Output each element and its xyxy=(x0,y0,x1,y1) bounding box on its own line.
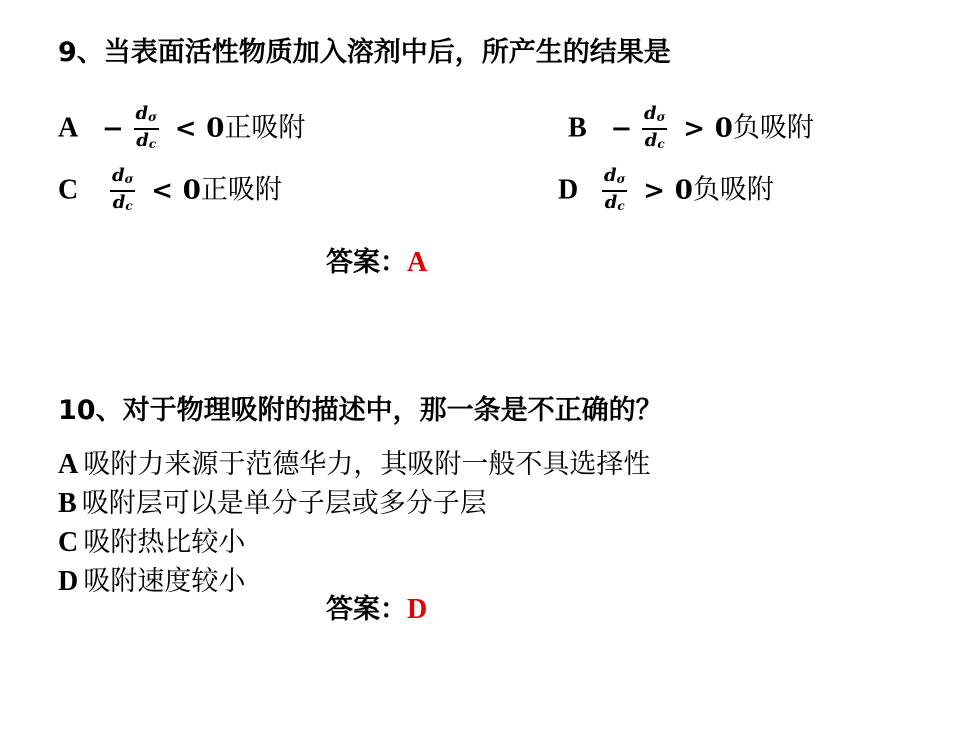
comparison-operator: > xyxy=(643,175,665,206)
minus-sign: − xyxy=(101,113,124,144)
fraction xyxy=(602,166,627,216)
option-text: 正吸附 xyxy=(200,174,282,206)
answer-value: A xyxy=(407,247,428,278)
q10-title xyxy=(58,388,663,427)
fraction-denominator: $d_c$ xyxy=(112,192,133,213)
option-text: 吸附层可以是单分子层或多分子层 xyxy=(81,488,487,519)
q9-title xyxy=(58,30,671,69)
option-letter: D xyxy=(558,174,579,206)
q9-option-c xyxy=(58,166,282,216)
q9-option-b xyxy=(568,104,814,154)
option-text: 负吸附 xyxy=(692,174,774,206)
fraction-numerator: $d_\sigma$ xyxy=(642,104,667,130)
q9-option-d xyxy=(558,166,774,216)
q10-option-a xyxy=(58,442,650,481)
answer-value: D xyxy=(407,594,428,625)
q10-option-b xyxy=(58,481,487,520)
q9-title-text: 9、当表面活性物质加入溶剂中后，所产生的结果是 xyxy=(58,37,671,68)
fraction xyxy=(134,104,159,154)
zero-value: 0 xyxy=(206,113,225,144)
option-letter: B xyxy=(568,112,587,144)
option-text: 吸附热比较小 xyxy=(83,527,246,558)
option-letter: A xyxy=(58,449,79,480)
option-text: 吸附力来源于范德华力，其吸附一般不具选择性 xyxy=(83,449,651,480)
q10-title-text: 10、对于物理吸附的描述中，那一条是不正确的？ xyxy=(58,395,663,426)
zero-value: 0 xyxy=(674,175,693,206)
fraction-denominator: $d_c$ xyxy=(136,130,157,151)
option-text: 吸附速度较小 xyxy=(83,566,246,597)
answer-label: 答案： xyxy=(326,247,407,278)
option-letter: D xyxy=(58,566,79,597)
q9-answer xyxy=(326,240,427,279)
q10-option-c xyxy=(58,520,245,559)
fraction-numerator: $d_\sigma$ xyxy=(602,166,627,192)
comparison-operator: < xyxy=(151,175,173,206)
comparison-operator: < xyxy=(174,113,197,144)
fraction xyxy=(110,166,135,216)
fraction-numerator: $d_\sigma$ xyxy=(134,104,159,130)
q10-answer xyxy=(326,587,427,626)
fraction-denominator: $d_c$ xyxy=(604,192,625,213)
fraction-denominator: $d_c$ xyxy=(644,130,665,151)
zero-value: 0 xyxy=(182,175,201,206)
option-letter: C xyxy=(58,174,79,206)
fraction xyxy=(642,104,667,154)
comparison-operator: > xyxy=(683,113,705,144)
q9-option-a xyxy=(58,104,305,154)
answer-label: 答案： xyxy=(326,594,407,625)
option-text: 负吸附 xyxy=(732,112,814,144)
q10-option-d xyxy=(58,559,245,598)
option-letter: A xyxy=(58,112,79,144)
zero-value: 0 xyxy=(714,113,733,144)
fraction-numerator: $d_\sigma$ xyxy=(110,166,135,192)
option-letter: B xyxy=(58,488,77,519)
option-text: 正吸附 xyxy=(224,112,306,144)
minus-sign: − xyxy=(610,113,633,144)
option-letter: C xyxy=(58,527,79,558)
